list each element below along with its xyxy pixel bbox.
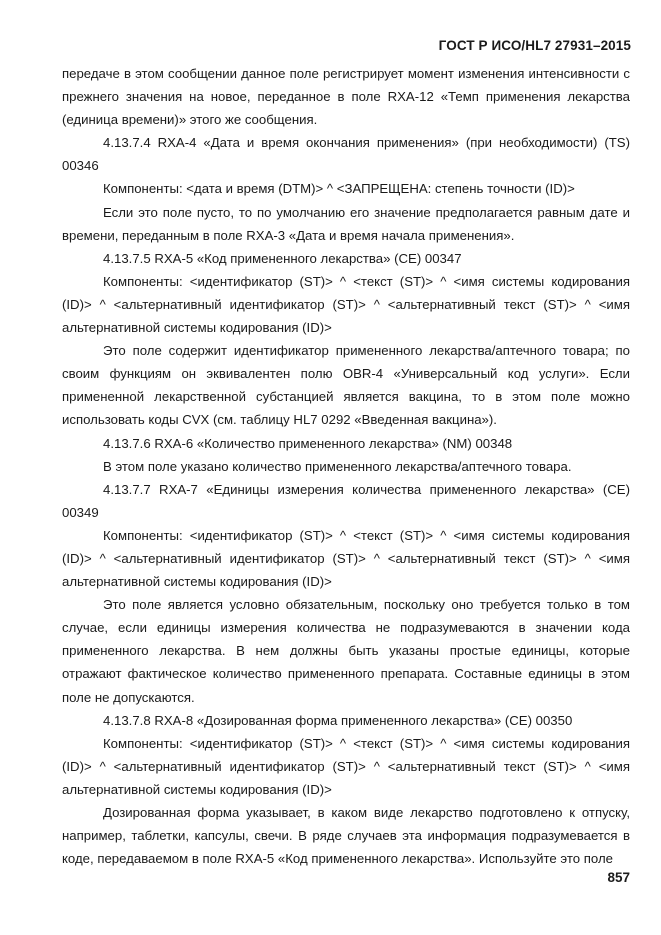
page-header: ГОСТ Р ИСО/HL7 27931–2015 [438, 38, 631, 53]
paragraph: 4.13.7.7 RXA-7 «Единицы измерения количества примененного лекарства» (CE) 00349 [62, 481, 630, 520]
paragraph: Компоненты: <идентификатор (ST)> ^ <текст (ST)> ^ <имя системы кодирования (ID)> ^ <альтернативный идентификатор (ST)> ^ <альтернативный текст (ST)> ^ <имя альтернативной системы кодирования (ID)> [62, 735, 630, 797]
paragraph: Дозированная форма указывает, в каком виде лекарство подготовлено к отпуску, например, таблетки, капсулы, свечи. В ряде случаев эта информация подразумевается в коде, передаваемом в поле RXA-5 «Код примененного лекарства». Используйте это поле [62, 805, 630, 867]
paragraph: Компоненты: <идентификатор (ST)> ^ <текст (ST)> ^ <имя системы кодирования (ID)> ^ <альтернативный идентификатор (ST)> ^ <альтернативный текст (ST)> ^ <имя альтернативной системы кодирования (ID)> [62, 527, 630, 590]
paragraph: 4.13.7.5 RXA-5 «Код примененного лекарства» (CE) 00347 [103, 250, 462, 266]
paragraph: В этом поле указано количество примененного лекарства/аптечного товара. [103, 458, 572, 474]
paragraph: Это поле содержит идентификатор примененного лекарства/аптечного товара; по своим функциям он эквивалентен полю OBR-4 «Универсальный код услуги». Если примененной лекарственной субстанцией является вакцина, то в этом поле можно использовать коды CVX (см. таблицу HL7 0292 «Введенная вакцина»). [62, 343, 630, 428]
paragraph: Компоненты: <идентификатор (ST)> ^ <текст (ST)> ^ <имя системы кодирования (ID)> ^ <альтернативный идентификатор (ST)> ^ <альтернативный текст (ST)> ^ <имя альтернативной системы кодирования (ID)> [62, 273, 630, 336]
paragraph: 4.13.7.4 RXA-4 «Дата и время окончания применения» (при необходимости) (TS) 00346 [62, 135, 630, 174]
paragraph: 4.13.7.6 RXA-6 «Количество примененного лекарства» (NM) 00348 [103, 435, 513, 451]
paragraph: Если это поле пусто, то по умолчанию его значение предполагается равным дате и времени, переданным в поле RXA-3 «Дата и время начала применения». [62, 204, 630, 243]
paragraph: Компоненты: <дата и время (DTM)> ^ <ЗАПРЕЩЕНА: степень точности (ID)> [103, 181, 575, 197]
page-number: 857 [607, 870, 630, 885]
paragraph: Это поле является условно обязательным, поскольку оно требуется только в том случае, если единицы измерения количества не подразумеваются в значении кода примененного лекарства. В нем должны быть указаны простые единицы, которые отражают фактическое количество примененного препарата. Составные единицы в этом поле не допускаются. [62, 597, 630, 705]
paragraph: 4.13.7.8 RXA-8 «Дозированная форма примененного лекарства» (CE) 00350 [103, 712, 573, 728]
paragraph: передаче в этом сообщении данное поле регистрирует момент изменения интенсивности с прежнего значения на новое, переданное в поле RXA-12 «Темп применения лекарства (единица времени)» этого же сообщения. [62, 66, 630, 128]
document-body [62, 62, 630, 870]
